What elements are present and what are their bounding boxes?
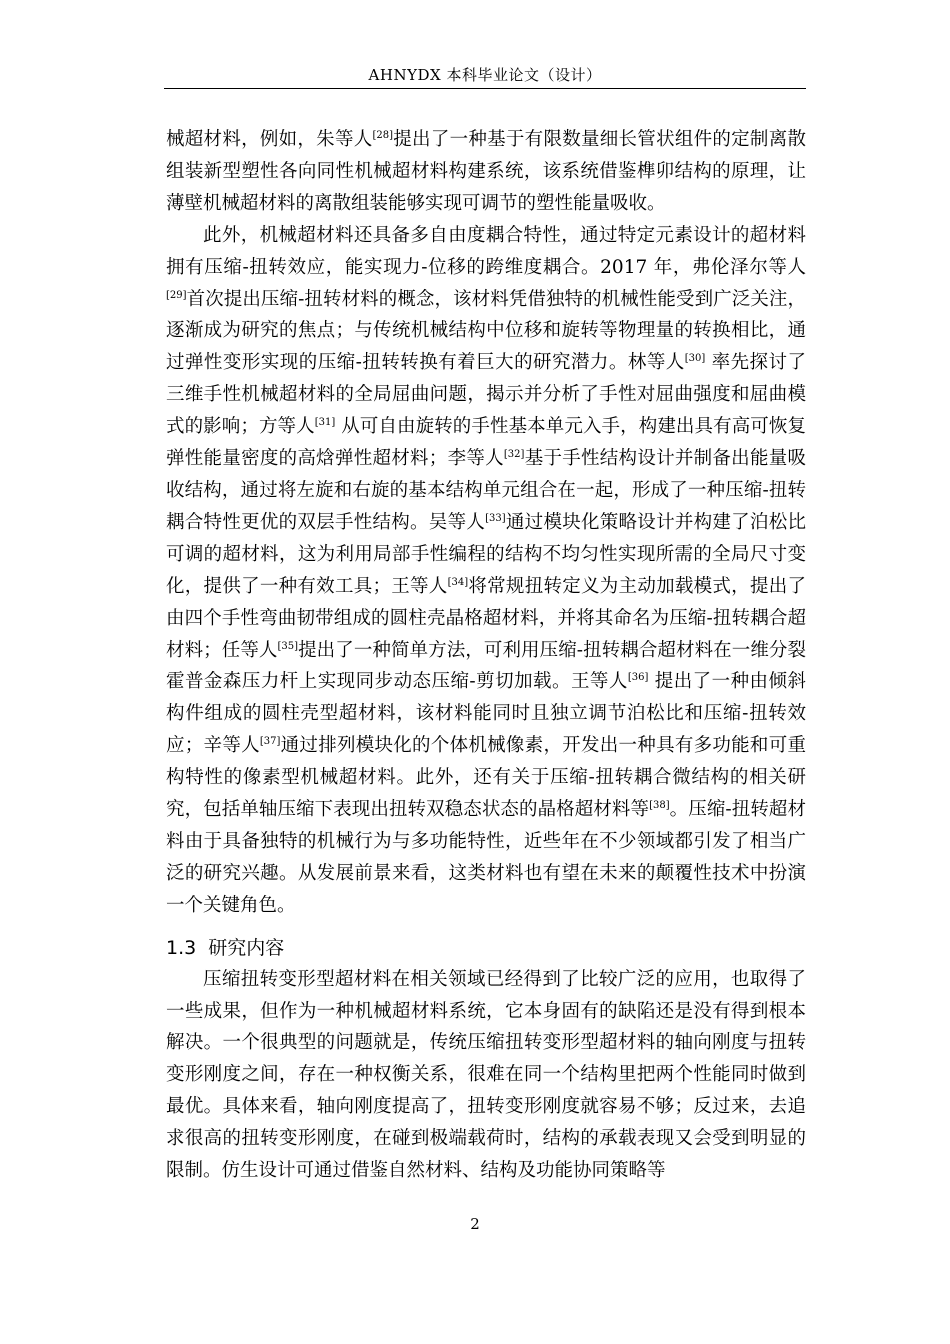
text-run: 从可自由旋转的手性基本单元入手，构建出具有高可恢复弹性能量密度的高焓弹性超材料；李等人 bbox=[166, 416, 806, 470]
citation-marker: [38] bbox=[649, 800, 670, 812]
text-run: 此外，机械超材料还具备多自由度耦合特性，通过特定元素设计的超材料拥有压缩-扭转效应，能实现力-位移的跨维度耦合。2017 年，弗伦泽尔等人 bbox=[166, 224, 806, 278]
paragraph-3: 压缩扭转变形型超材料在相关领域已经得到了比较广泛的应用，也取得了一些成果，但作为一种机械超材料系统，它本身固有的缺陷还是没有得到根本解决。一个很典型的问题就是，传统压缩扭转变形型超材料的轴向刚度与扭转变形刚度之间，存在一种权衡关系，很难在同一个结构里把两个性能同时做到最优。具体来看，轴向刚度提高了，扭转变形刚度就容易不够；反过来，去追求很高的扭转变形刚度，在碰到极端载荷时，结构的承载表现又会受到明显的限制。仿生设计可通过借鉴自然材料、结构及功能协同策略等 bbox=[166, 968, 806, 1182]
section-number: 1.3 bbox=[166, 936, 197, 959]
citation-marker: [32] bbox=[503, 449, 525, 461]
citation-marker: [34] bbox=[447, 576, 469, 588]
citation-marker: [37] bbox=[259, 736, 281, 748]
citation-marker: [28] bbox=[372, 130, 394, 141]
text-run: 。压缩-扭转超材料由于具备独特的机械行为与多功能特性，近些年在不少领域都引发了相当广泛的研究兴趣。从发展前景来看，这类材料也有望在未来的颠覆性技术中扮演一个关键角色。 bbox=[166, 799, 806, 916]
paragraph-1 bbox=[166, 124, 806, 220]
running-header: AHNYDX 本科毕业论文（设计） bbox=[368, 66, 602, 84]
text-run: 率先探讨了三维手性机械超材料的全局屈曲问题，揭示并分析了手性对屈曲强度和屈曲模式的影响；方等人 bbox=[166, 352, 806, 438]
paragraph-2 bbox=[166, 220, 806, 922]
text-run: 提出了一种简单方法，可利用压缩-扭转耦合超材料在一维分裂霍普金森压力杆上实现同步动态压缩-剪切加载。王等人 bbox=[166, 639, 806, 693]
citation-marker: [29] bbox=[166, 289, 187, 301]
citation-marker: [35] bbox=[277, 640, 299, 652]
header-rule bbox=[164, 88, 806, 89]
text-run: 械超材料，例如，朱等人 bbox=[166, 129, 373, 150]
citation-marker: [30] bbox=[684, 353, 706, 365]
citation-marker: [31] bbox=[314, 417, 336, 429]
text-run: 提出了一种由倾斜构件组成的圆柱壳型超材料，该材料能同时且独立调节泊松比和压缩-扭转效应；辛等人 bbox=[166, 671, 806, 757]
text-run: 通过模块化策略设计并构建了泊松比可调的超材料，这为利用局部手性编程的结构不均匀性实现所需的全局尺寸变化，提供了一种有效工具；王等人 bbox=[166, 511, 806, 597]
section-heading bbox=[166, 932, 806, 964]
text-run: 将常规扭转定义为主动加载模式，提出了由四个手性弯曲韧带组成的圆柱壳晶格超材料，并将其命名为压缩-扭转耦合超材料；任等人 bbox=[166, 575, 806, 661]
citation-marker: [36] bbox=[627, 672, 649, 684]
text-run: 首次提出压缩-扭转材料的概念，该材料凭借独特的机械性能受到广泛关注，逐渐成为研究的焦点；与传统机械结构中位移和旋转等物理量的转换相比，通过弹性变形实现的压缩-扭转转换有着巨大的研究潜力。林等人 bbox=[166, 288, 806, 374]
citation-marker: [33] bbox=[485, 512, 506, 524]
body-text bbox=[166, 124, 806, 1187]
text-run: 提出了一种基于有限数量细长管状组件的定制离散组装新型塑性各向同性机械超材料构建系统，该系统借鉴榫卯结构的原理，让薄壁机械超材料的离散组装能够实现可调节的塑性能量吸收。 bbox=[166, 129, 806, 214]
text-run: 基于手性结构设计并制备出能量吸收结构，通过将左旋和右旋的基本结构单元组合在一起，形成了一种压缩-扭转耦合特性更优的双层手性结构。吴等人 bbox=[166, 448, 806, 533]
text-run: 通过排列模块化的个体机械像素，开发出一种具有多功能和可重构特性的像素型机械超材料。此外，还有关于压缩-扭转耦合微结构的相关研究，包括单轴压缩下表现出扭转双稳态状态的晶格超材料等 bbox=[166, 735, 806, 821]
section-title: 研究内容 bbox=[208, 936, 285, 959]
page-number: 2 bbox=[470, 1215, 480, 1233]
